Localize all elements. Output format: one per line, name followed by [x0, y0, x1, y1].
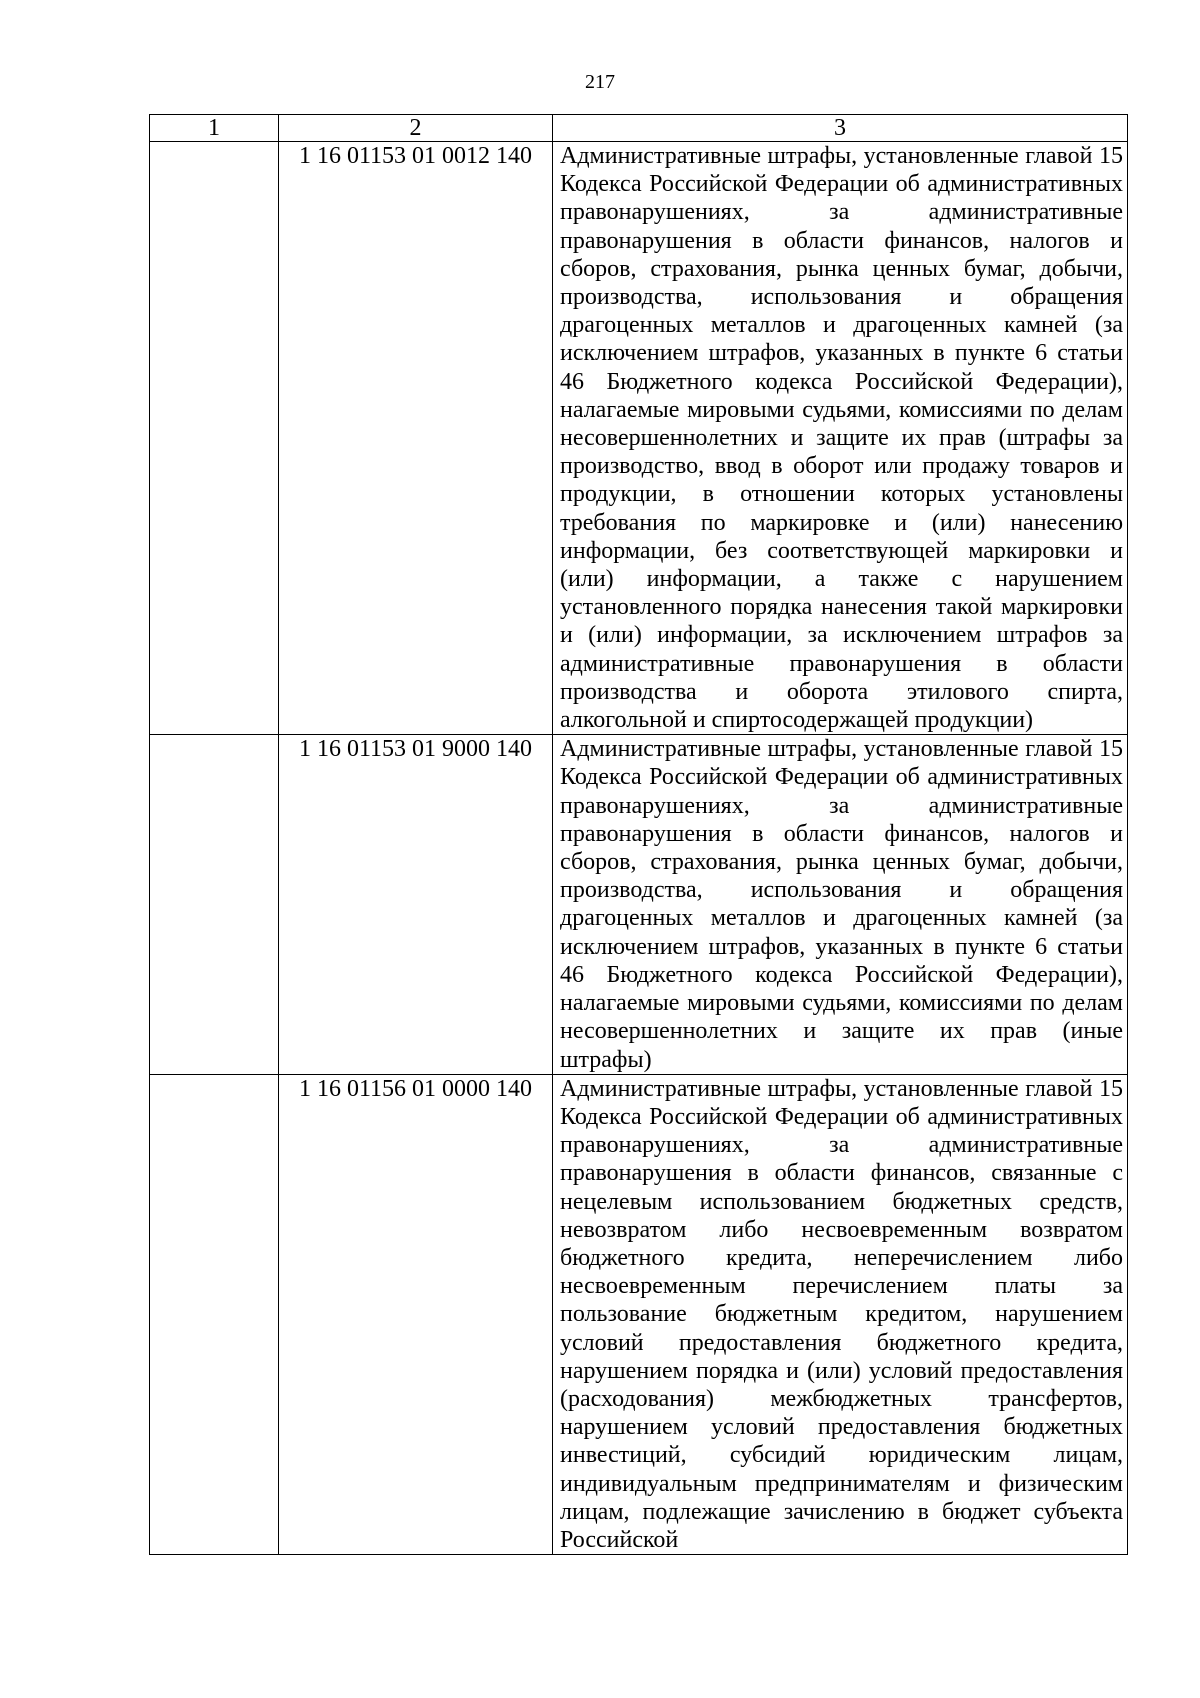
table-body	[150, 142, 1128, 1555]
description-cell: Административные штрафы, установленные главой 15 Кодекса Российской Федерации об административных правонарушениях, за административные правонарушения в области финансов, связанные с нецелевым использованием бюджетных средств, невозвратом либо несвоевременным возвратом бюджетного кредита, неперечислением либо несвоевременным перечислением платы за пользование бюджетным кредитом, нарушением условий предоставления бюджетного кредита, нарушением порядка и (или) условий предоставления (расходования) межбюджетных трансфертов, нарушением условий предоставления бюджетных инвестиций, субсидий юридическим лицам, индивидуальным предпринимателям и физическим лицам, подлежащие зачислению в бюджет субъекта Российской	[553, 1074, 1128, 1554]
budget-code-cell: 1 16 01156 01 0000 140	[279, 1074, 553, 1554]
empty-cell	[150, 142, 279, 735]
description-cell: Административные штрафы, установленные главой 15 Кодекса Российской Федерации об административных правонарушениях, за административные правонарушения в области финансов, налогов и сборов, страхования, рынка ценных бумаг, добычи, производства, использования и обращения драгоценных металлов и драгоценных камней (за исключением штрафов, указанных в пункте 6 статьи 46 Бюджетного кодекса Российской Федерации), налагаемые мировыми судьями, комиссиями по делам несовершеннолетних и защите их прав (штрафы за производство, ввод в оборот или продажу товаров и продукции, в отношении которых установлены требования по маркировке и (или) нанесению информации, без соответствующей маркировки и (или) информации, а также с нарушением установленного порядка нанесения такой маркировки и (или) информации, за исключением штрафов за административные правонарушения в области производства и оборота этилового спирта, алкогольной и спиртосодержащей продукции)	[553, 142, 1128, 735]
column-header-2: 2	[279, 115, 553, 142]
budget-code-table	[149, 114, 1128, 1555]
table-row	[150, 735, 1128, 1074]
table-row	[150, 142, 1128, 735]
table-header	[150, 115, 1128, 142]
description-cell: Административные штрафы, установленные главой 15 Кодекса Российской Федерации об административных правонарушениях, за административные правонарушения в области финансов, налогов и сборов, страхования, рынка ценных бумаг, добычи, производства, использования и обращения драгоценных металлов и драгоценных камней (за исключением штрафов, указанных в пункте 6 статьи 46 Бюджетного кодекса Российской Федерации), налагаемые мировыми судьями, комиссиями по делам несовершеннолетних и защите их прав (иные штрафы)	[553, 735, 1128, 1074]
page-number: 217	[585, 71, 615, 93]
column-header-3: 3	[553, 115, 1128, 142]
empty-cell	[150, 735, 279, 1074]
budget-code-cell: 1 16 01153 01 9000 140	[279, 735, 553, 1074]
empty-cell	[150, 1074, 279, 1554]
budget-code-cell: 1 16 01153 01 0012 140	[279, 142, 553, 735]
column-header-1: 1	[150, 115, 279, 142]
table-row	[150, 1074, 1128, 1554]
header-row	[150, 115, 1128, 142]
